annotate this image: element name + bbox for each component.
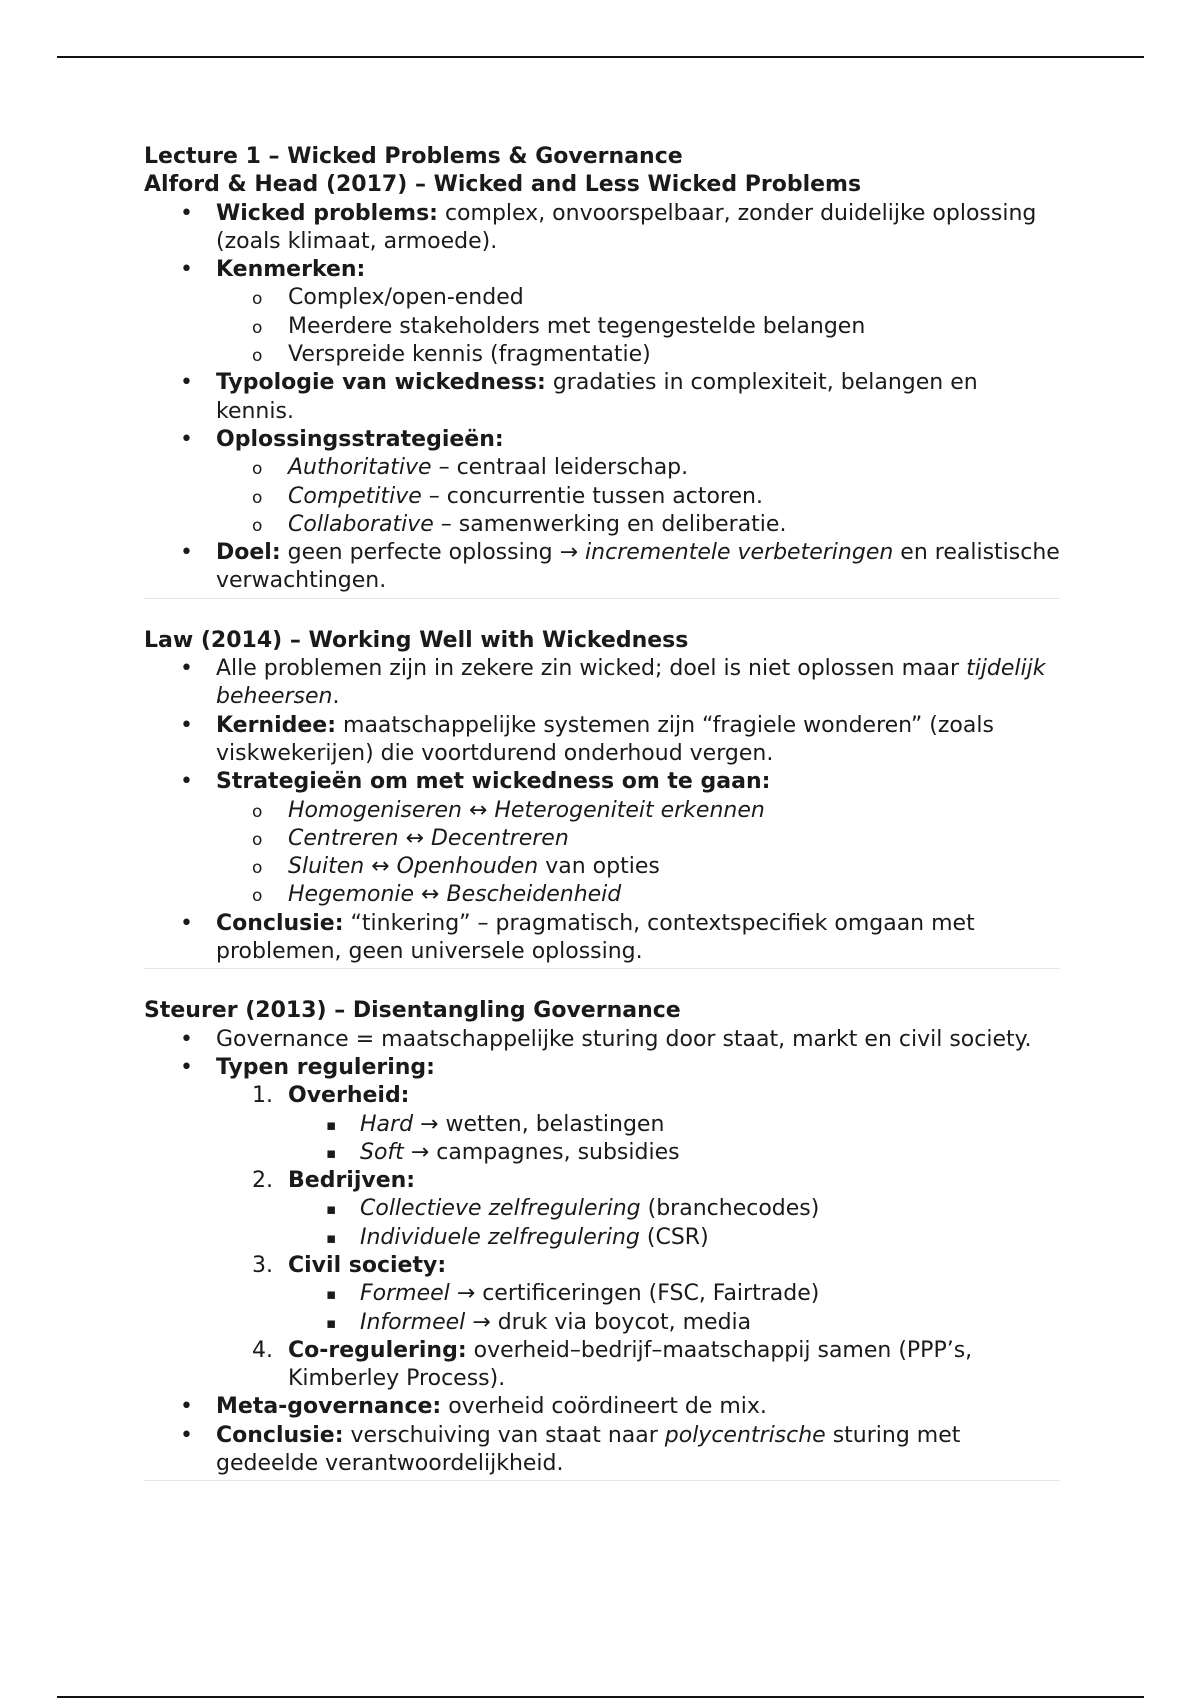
list-item bbox=[144, 768, 1060, 796]
item-label: Kernidee: bbox=[216, 712, 337, 738]
item-italic: Collaborative bbox=[288, 511, 434, 537]
circle-marker: o bbox=[252, 801, 263, 822]
section-title: Law (2014) – Working Well with Wickedness bbox=[144, 627, 689, 653]
circle-marker: o bbox=[252, 858, 263, 879]
sub-list-item bbox=[144, 853, 1060, 881]
item-text: geen perfecte oplossing → bbox=[280, 540, 586, 566]
square-marker: ▪ bbox=[326, 1285, 337, 1304]
sub-sub-list-item bbox=[144, 1195, 1060, 1223]
square-marker: ▪ bbox=[326, 1313, 337, 1332]
numbered-item bbox=[144, 1082, 1060, 1110]
sub-list-item bbox=[144, 881, 1060, 909]
item-italic: polycentrische bbox=[664, 1422, 826, 1448]
number-marker: 3. bbox=[252, 1252, 273, 1278]
section-alford-head bbox=[144, 143, 1060, 599]
sub-list-item bbox=[144, 284, 1060, 312]
item-italic: incrementele verbeteringen bbox=[585, 540, 894, 566]
section-steurer bbox=[144, 997, 1060, 1481]
item-text: “tinkering” – pragmatisch, contextspecifiek omgaan met problemen, geen universele oplossing. bbox=[216, 910, 975, 965]
bullet-marker: • bbox=[180, 1026, 193, 1052]
item-text: → campagnes, subsidies bbox=[403, 1139, 680, 1165]
item-text: Verspreide kennis (fragmentatie) bbox=[288, 342, 651, 368]
item-label: Wicked problems: bbox=[216, 200, 438, 226]
circle-marker: o bbox=[252, 459, 263, 480]
list-item bbox=[144, 369, 1060, 426]
item-text: Meerdere stakeholders met tegengestelde belangen bbox=[288, 313, 866, 339]
numbered-item bbox=[144, 1252, 1060, 1280]
bullet-marker: • bbox=[180, 656, 193, 682]
item-label: Overheid: bbox=[288, 1083, 410, 1109]
item-text: overheid–bedrijf–maatschappij samen (PPP’s, Kimberley Process). bbox=[288, 1337, 973, 1392]
item-label: Meta-governance: bbox=[216, 1394, 442, 1420]
section-title: Alford & Head (2017) – Wicked and Less Wicked Problems bbox=[144, 172, 862, 198]
item-italic: Homogeniseren ↔ Heterogeniteit erkennen bbox=[288, 797, 765, 823]
item-text: → wetten, belastingen bbox=[413, 1111, 665, 1137]
numbered-item bbox=[144, 1337, 1060, 1394]
bullet-marker: • bbox=[180, 1422, 193, 1448]
bullet-marker: • bbox=[180, 769, 193, 795]
list-item bbox=[144, 1054, 1060, 1082]
bullet-list bbox=[144, 1026, 1060, 1479]
item-label: Kenmerken: bbox=[216, 257, 366, 283]
section-law bbox=[144, 627, 1060, 970]
item-italic: Collectieve zelfregulering bbox=[360, 1196, 641, 1222]
circle-marker: o bbox=[252, 886, 263, 907]
item-text: Alle problemen zijn in zekere zin wicked; doel is niet oplossen maar bbox=[216, 656, 967, 682]
item-italic: Sluiten ↔ Openhouden bbox=[288, 854, 539, 880]
item-text: maatschappelijke systemen zijn “fragiele wonderen” (zoals viskwekerijen) die voortdurend onderhoud vergen. bbox=[216, 712, 994, 766]
bullet-marker: • bbox=[180, 540, 193, 566]
circle-marker: o bbox=[252, 317, 263, 338]
square-marker: ▪ bbox=[326, 1228, 337, 1247]
sub-list-item bbox=[144, 825, 1060, 853]
bullet-list bbox=[144, 200, 1060, 596]
list-item bbox=[144, 712, 1060, 769]
list-item bbox=[144, 426, 1060, 454]
list-item bbox=[144, 910, 1060, 967]
item-italic: Hegemonie ↔ Bescheidenheid bbox=[288, 882, 622, 908]
lecture-title: Lecture 1 – Wicked Problems & Governance bbox=[144, 144, 683, 169]
item-italic: Individuele zelfregulering bbox=[360, 1224, 640, 1250]
sub-list-item bbox=[144, 511, 1060, 539]
item-label: Co-regulering: bbox=[288, 1337, 467, 1363]
list-item bbox=[144, 655, 1060, 712]
item-text: overheid coördineert de mix. bbox=[441, 1394, 767, 1420]
item-text: (CSR) bbox=[639, 1224, 709, 1250]
header-rule bbox=[57, 56, 1144, 58]
bullet-marker: • bbox=[180, 426, 193, 452]
bullet-marker: • bbox=[180, 712, 193, 738]
item-text: en realistische verwachtingen. bbox=[216, 540, 1060, 594]
item-italic: Informeel bbox=[360, 1309, 466, 1335]
circle-marker: o bbox=[252, 289, 263, 310]
sub-list-item bbox=[144, 313, 1060, 341]
square-marker: ▪ bbox=[326, 1115, 337, 1134]
item-text: → certificeringen (FSC, Fairtrade) bbox=[449, 1281, 820, 1307]
item-text: Governance = maatschappelijke sturing door staat, markt en civil society. bbox=[216, 1026, 1032, 1052]
number-marker: 2. bbox=[252, 1168, 273, 1194]
sub-sub-list-item bbox=[144, 1224, 1060, 1252]
item-text: sturing met gedeelde verantwoordelijkheid. bbox=[216, 1422, 961, 1477]
item-text: . bbox=[332, 684, 340, 710]
section-title: Steurer (2013) – Disentangling Governance bbox=[144, 998, 681, 1024]
item-italic: Authoritative bbox=[288, 455, 432, 481]
item-italic: Formeel bbox=[360, 1281, 450, 1307]
item-text: (branchecodes) bbox=[640, 1196, 820, 1222]
square-marker: ▪ bbox=[326, 1200, 337, 1219]
circle-marker: o bbox=[252, 487, 263, 508]
section-divider bbox=[144, 1480, 1060, 1481]
bullet-marker: • bbox=[180, 200, 193, 226]
list-item bbox=[144, 1422, 1060, 1479]
sub-sub-list-item bbox=[144, 1139, 1060, 1167]
list-item bbox=[144, 539, 1060, 596]
circle-marker: o bbox=[252, 515, 263, 536]
sub-list-item bbox=[144, 454, 1060, 482]
sub-sub-list-item bbox=[144, 1280, 1060, 1308]
bullet-marker: • bbox=[180, 370, 193, 396]
sub-sub-list-item bbox=[144, 1111, 1060, 1139]
item-italic: Centreren ↔ Decentreren bbox=[288, 825, 569, 851]
bullet-marker: • bbox=[180, 1394, 193, 1420]
item-text: van opties bbox=[538, 854, 660, 880]
item-text: complex, onvoorspelbaar, zonder duidelijke oplossing (zoals klimaat, armoede). bbox=[216, 200, 1037, 254]
item-italic: Hard bbox=[360, 1111, 414, 1137]
bullet-marker: • bbox=[180, 1054, 193, 1080]
item-label: Bedrijven: bbox=[288, 1168, 416, 1194]
item-text: – concurrentie tussen actoren. bbox=[421, 483, 763, 509]
sub-list-item bbox=[144, 341, 1060, 369]
document-body bbox=[144, 143, 1060, 1481]
item-italic: tijdelijk beheersen bbox=[216, 656, 1046, 710]
item-text: Complex/open-ended bbox=[288, 285, 524, 311]
item-label: Civil society: bbox=[288, 1252, 447, 1278]
item-text: → druk via boycot, media bbox=[465, 1309, 752, 1335]
list-item bbox=[144, 1026, 1060, 1054]
item-label: Doel: bbox=[216, 540, 281, 566]
item-text: – centraal leiderschap. bbox=[431, 455, 689, 481]
item-label: Strategieën om met wickedness om te gaan: bbox=[216, 769, 771, 795]
item-label: Conclusie: bbox=[216, 1422, 344, 1448]
bullet-marker: • bbox=[180, 910, 193, 936]
circle-marker: o bbox=[252, 829, 263, 850]
sub-sub-list-item bbox=[144, 1309, 1060, 1337]
sub-list-item bbox=[144, 483, 1060, 511]
number-marker: 1. bbox=[252, 1083, 273, 1109]
item-label: Oplossingsstrategieën: bbox=[216, 426, 504, 452]
item-text: gradaties in complexiteit, belangen en kennis. bbox=[216, 370, 978, 424]
list-item bbox=[144, 200, 1060, 257]
item-text: verschuiving van staat naar bbox=[343, 1422, 665, 1448]
item-italic: Competitive bbox=[288, 483, 422, 509]
numbered-item bbox=[144, 1167, 1060, 1195]
item-italic: Soft bbox=[360, 1139, 404, 1165]
number-marker: 4. bbox=[252, 1337, 273, 1363]
list-item bbox=[144, 1393, 1060, 1421]
item-label: Conclusie: bbox=[216, 910, 344, 936]
footer-rule bbox=[57, 1696, 1144, 1698]
bullet-marker: • bbox=[180, 257, 193, 283]
list-item bbox=[144, 256, 1060, 284]
bullet-list bbox=[144, 655, 1060, 966]
square-marker: ▪ bbox=[326, 1143, 337, 1162]
circle-marker: o bbox=[252, 346, 263, 367]
item-text: – samenwerking en deliberatie. bbox=[433, 511, 787, 537]
sub-list-item bbox=[144, 797, 1060, 825]
item-label: Typen regulering: bbox=[216, 1054, 435, 1080]
item-label: Typologie van wickedness: bbox=[216, 370, 546, 396]
